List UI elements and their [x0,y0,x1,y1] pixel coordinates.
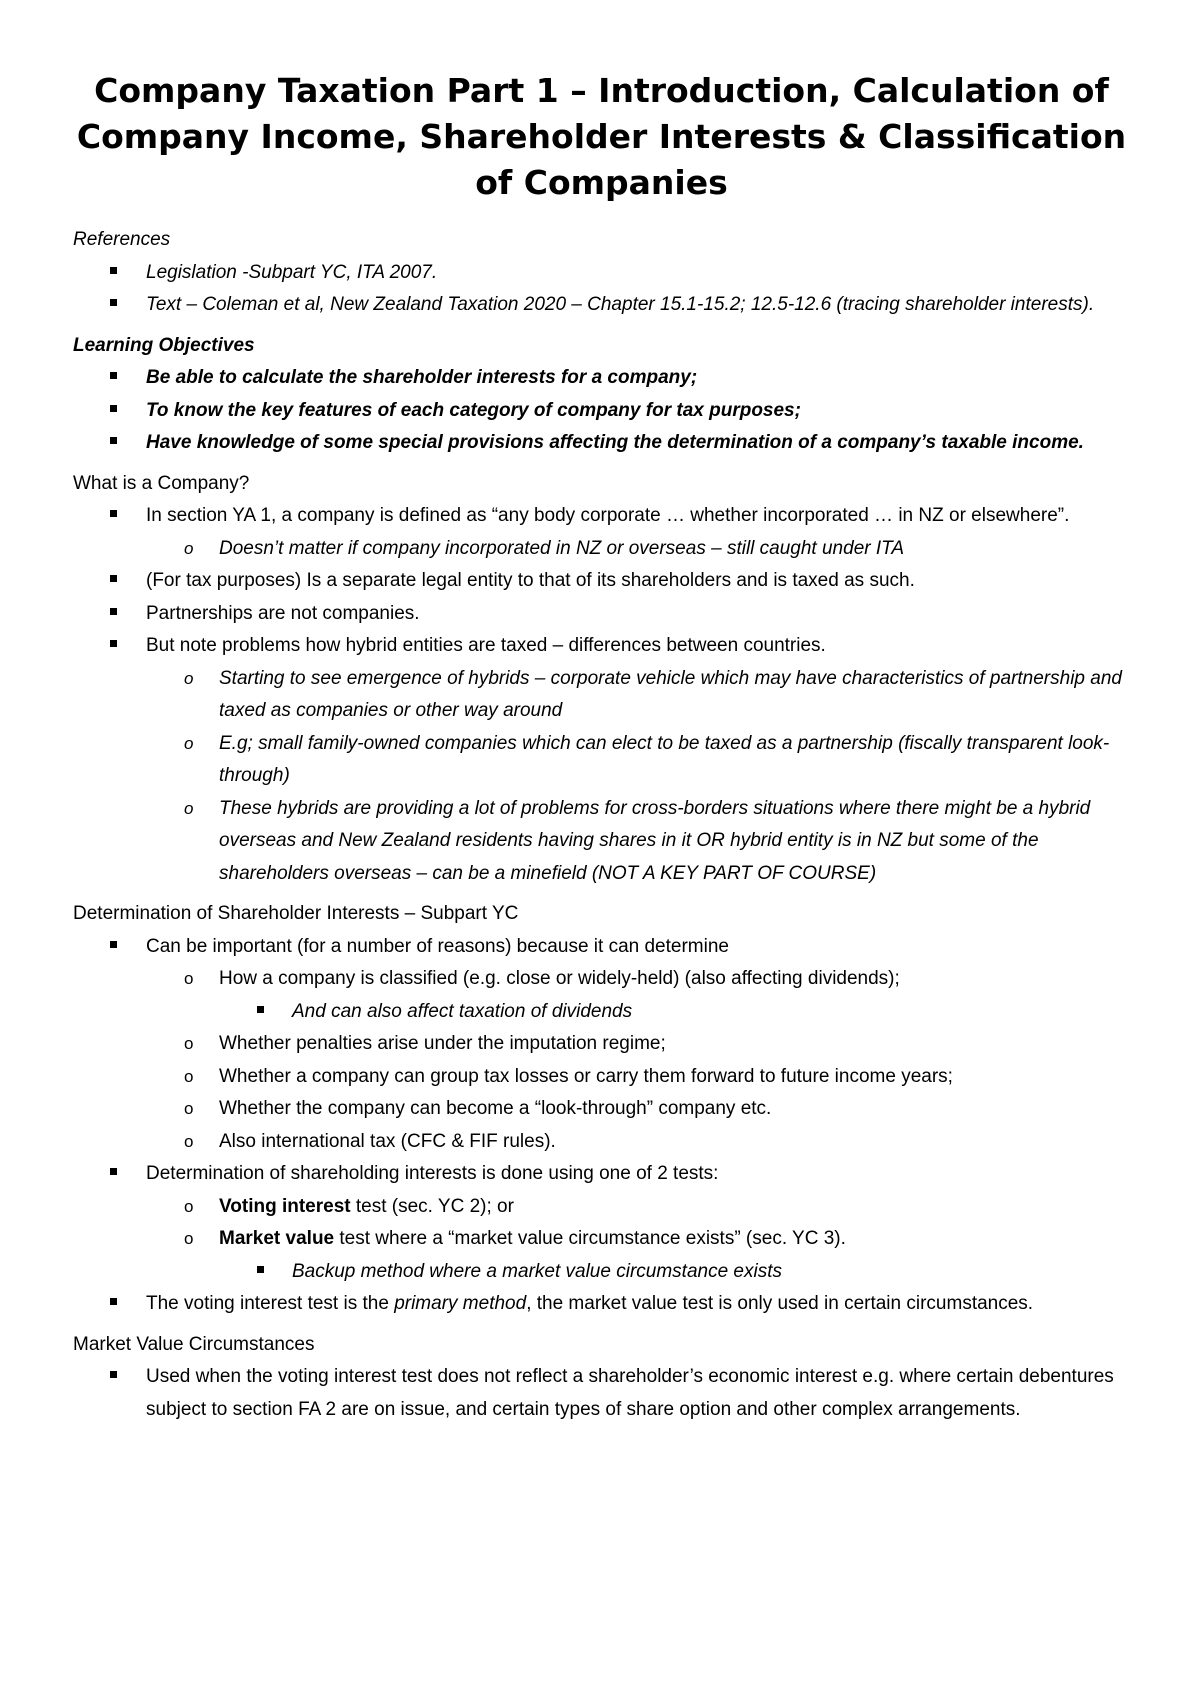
circle-bullet-icon: o [184,1034,194,1053]
square-bullet-icon [257,1256,264,1289]
objectives-heading: Learning Objectives [73,334,255,356]
square-bullet-icon [257,996,264,1029]
what-is-company-list [73,500,1130,890]
circle-bullet-icon: o [184,1131,194,1151]
list-item: The voting interest test is the primary method, the market value test is only used in certain circumstances. [73,1288,1130,1321]
what-is-company-section [73,468,1130,891]
list-item: Text – Coleman et al, New Zealand Taxation 2020 – Chapter 15.1-15.2; 12.5-12.6 (tracing shareholder interests). [73,289,1130,322]
square-bullet-icon [110,630,117,663]
list-item: o How a company is classified (e.g. close or widely-held) (also affecting dividends); [73,963,1130,996]
square-bullet-icon [110,1361,117,1394]
circle-bullet-icon: o [184,969,194,988]
list-item: Backup method where a market value circumstance exists [73,1256,1130,1289]
circle-bullet-icon: o [184,1099,194,1118]
circle-bullet-icon: o [184,668,194,688]
list-item: And can also affect taxation of dividends [73,996,1130,1029]
what-is-company-heading: What is a Company? [73,472,250,494]
circle-bullet-icon: o [184,1196,194,1216]
square-bullet-icon [110,362,117,395]
list-item: Can be important (for a number of reasons) because it can determine [73,931,1130,964]
list-item: Be able to calculate the shareholder interests for a company; [73,362,1130,395]
list-item: Have knowledge of some special provisions affecting the determination of a company’s taxable income. [73,427,1130,460]
square-bullet-icon [110,500,117,533]
list-item: Partnerships are not companies. [73,598,1130,631]
circle-bullet-icon: o [184,538,194,558]
references-heading: References [73,229,171,250]
list-item: o Whether the company can become a “look-through” company etc. [73,1093,1130,1126]
square-bullet-icon [110,598,117,631]
list-item: o Also international tax (CFC & FIF rules). [73,1126,1130,1159]
circle-bullet-icon: o [184,1229,194,1248]
determination-heading: Determination of Shareholder Interests – Subpart YC [73,903,519,924]
page-title: Company Taxation Part 1 – Introduction, Calculation of Company Income, Shareholder Interests & Classification of Companies [76,71,1127,202]
list-item: o Whether a company can group tax losses or carry them forward to future income years; [73,1061,1130,1094]
list-item: o Whether penalties arise under the imputation regime; [73,1028,1130,1061]
list-item: Legislation -Subpart YC, ITA 2007. [73,257,1130,290]
list-item: o Starting to see emergence of hybrids – corporate vehicle which may have characteristics of partnership and taxed as companies or other way around [73,663,1130,728]
list-item: But note problems how hybrid entities are taxed – differences between countries. [73,630,1130,663]
market-value-list [73,1361,1130,1426]
circle-bullet-icon: o [184,733,194,753]
square-bullet-icon [110,289,117,322]
list-item: o Market value test where a “market value circumstance exists” (sec. YC 3). [73,1223,1130,1256]
square-bullet-icon [110,257,117,290]
references-list [73,257,1130,322]
determination-section [73,898,1130,1321]
square-bullet-icon [110,395,117,428]
list-item: Used when the voting interest test does not reflect a shareholder’s economic interest e.g. where certain debentures subject to section FA 2 are on issue, and certain types of share option and other complex arrangements. [73,1361,1130,1426]
square-bullet-icon [110,931,117,964]
list-item: o These hybrids are providing a lot of problems for cross-borders situations where there might be a hybrid overseas and New Zealand residents having shares in it OR hybrid entity is in NZ but some of the shareholders overseas – can be a minefield (NOT A KEY PART OF COURSE) [73,793,1130,891]
market-value-section [73,1329,1130,1427]
objectives-list [73,362,1130,460]
list-item: o E.g; small family-owned companies which can elect to be taxed as a partnership (fiscally transparent look-through) [73,728,1130,793]
square-bullet-icon [110,427,117,460]
square-bullet-icon [110,1288,117,1321]
list-item: In section YA 1, a company is defined as “any body corporate … whether incorporated … in NZ or elsewhere”. [73,500,1130,533]
references-section [73,224,1130,322]
determination-list [73,931,1130,1321]
circle-bullet-icon: o [184,798,194,818]
list-item: o Doesn’t matter if company incorporated in NZ or overseas – still caught under ITA [73,533,1130,566]
list-item: (For tax purposes) Is a separate legal entity to that of its shareholders and is taxed as such. [73,565,1130,598]
circle-bullet-icon: o [184,1066,194,1086]
list-item: To know the key features of each category of company for tax purposes; [73,395,1130,428]
square-bullet-icon [110,1158,117,1191]
square-bullet-icon [110,565,117,598]
objectives-section [73,330,1130,460]
market-value-heading: Market Value Circumstances [73,1333,315,1355]
list-item: Determination of shareholding interests is done using one of 2 tests: [73,1158,1130,1191]
list-item: o Voting interest test (sec. YC 2); or [73,1191,1130,1224]
